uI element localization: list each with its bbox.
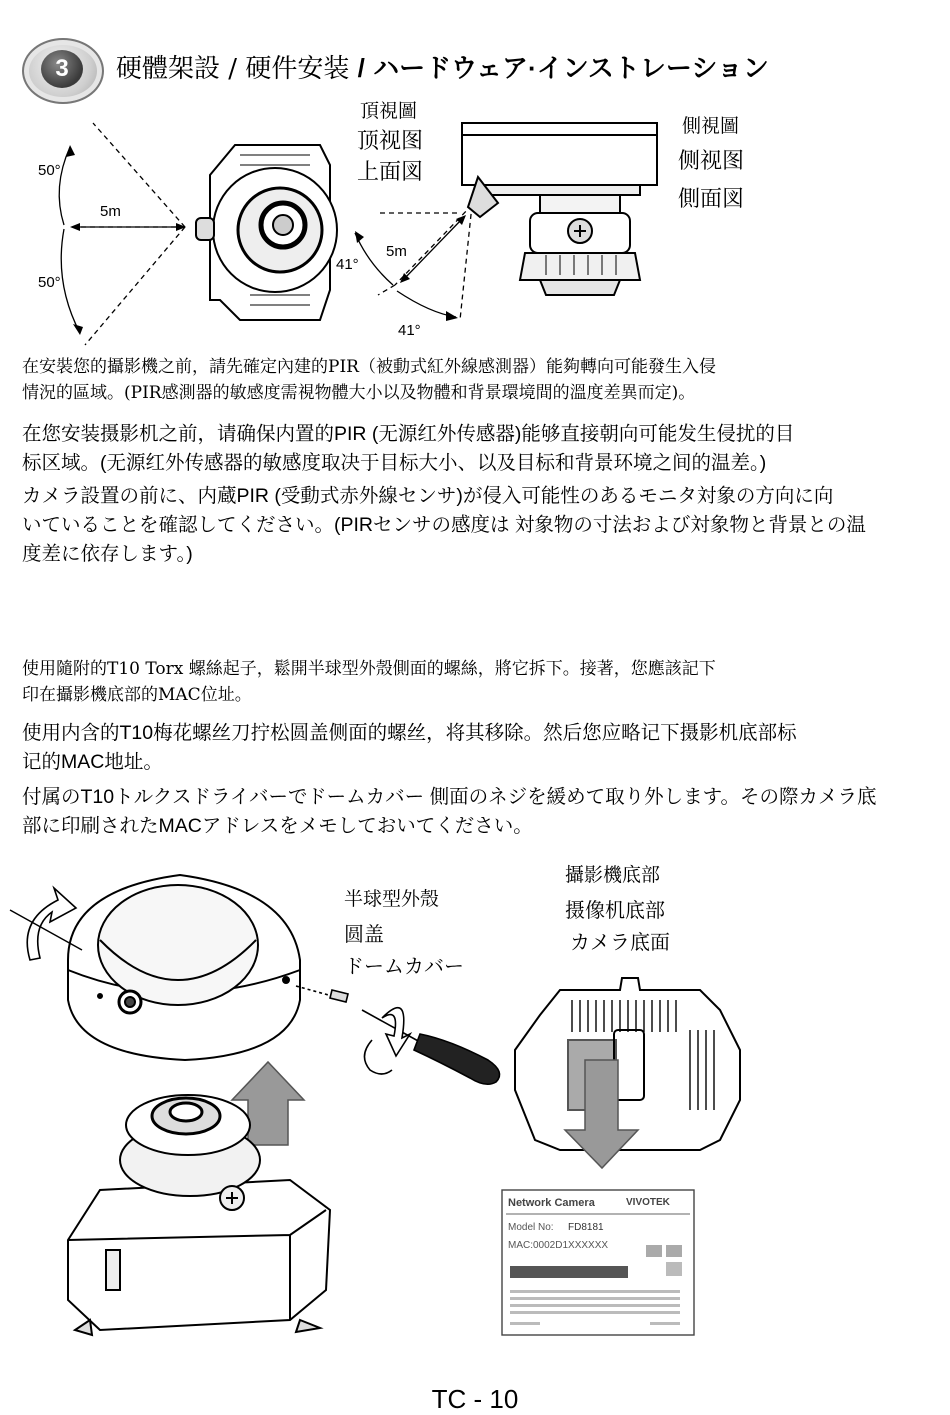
camera-side-view <box>462 123 657 295</box>
dome-label-sc: 圆盖 <box>344 924 384 946</box>
base-label-sc: 摄像机底部 <box>565 900 665 922</box>
angle-arc <box>59 147 70 225</box>
angle-label-right-a: 41° <box>336 256 359 273</box>
camera-base-view <box>515 978 740 1150</box>
text-line: 情況的區域。(PIR感測器的敏感度需視物體大小以及物體和背景環境間的溫度差異而定)。 <box>22 383 696 403</box>
screw-icon <box>296 986 348 1002</box>
dome-label-tc: 半球型外殼 <box>344 888 440 910</box>
side-view-label-tc: 側視圖 <box>682 115 740 137</box>
label-card-title: Network Camera <box>508 1197 595 1209</box>
angle-label-right-b: 41° <box>398 322 421 339</box>
top-view-label-sc: 顶视图 <box>357 128 424 153</box>
label-card-model-value: FD8181 <box>568 1222 604 1233</box>
step-number: 3 <box>41 50 83 88</box>
dome-label-jp: ドームカバー <box>344 956 464 978</box>
product-label-card <box>502 1190 694 1335</box>
dome-cover <box>68 875 300 1060</box>
paragraph1-sc <box>22 420 950 478</box>
screwdriver-icon <box>362 1010 500 1084</box>
title-separator: / <box>357 53 365 83</box>
base-label-tc: 攝影機底部 <box>565 864 661 886</box>
text-line: 使用内含的T10梅花螺丝刀拧松圆盖侧面的螺丝，将其移除。然后您应略记下摄影机底部标 <box>22 722 797 744</box>
distance-label-left: 5m <box>100 203 121 220</box>
text-line: カメラ設置の前に、内蔵PIR (受動式赤外線センサ)が侵入可能性のあるモニタ対象の方向に向 <box>22 485 834 507</box>
top-view-label-tc: 頂視圖 <box>360 100 418 122</box>
section-title <box>116 48 769 85</box>
text-line: 标区域。(无源红外传感器的敏感度取决于目标大小、以及目标和背景环境之间的温差。) <box>22 452 767 474</box>
title-separator: / <box>228 54 238 84</box>
text-line: 使用隨附的T10 Torx 螺絲起子，鬆開半球型外殼側面的螺絲，將它拆下。接著，您應該記下 <box>22 659 716 679</box>
paragraph1-jp <box>22 482 950 569</box>
label-card-mac: MAC:0002D1XXXXXX <box>508 1240 609 1251</box>
rotate-arrow-icon <box>364 1008 410 1074</box>
paragraph2-tc <box>22 656 950 708</box>
pir-coverage-diagram <box>0 95 950 350</box>
text-line: 在您安装摄影机之前，请确保内置的PIR (无源红外传感器)能够直接朝向可能发生侵扰的目 <box>22 423 795 445</box>
side-view-label-sc: 侧视图 <box>678 148 745 173</box>
side-view-label-jp: 側面図 <box>678 186 745 211</box>
paragraph1-tc <box>22 354 950 406</box>
page-number: TC - 10 <box>431 1384 519 1414</box>
title-tc: 硬體架設 <box>116 54 221 84</box>
top-view-label-jp: 上面図 <box>357 159 424 184</box>
angle-arc <box>61 229 80 333</box>
text-line: いていることを確認してください。(PIRセンサの感度は 対象物の寸法および対象物と背景との温 <box>22 514 866 536</box>
angle-label-upper: 50° <box>38 162 61 179</box>
paragraph2-sc <box>22 719 950 777</box>
title-sc: 硬件安装 <box>245 54 350 84</box>
dome-removal-diagram <box>0 850 950 1360</box>
label-card-brand: VIVOTEK <box>626 1197 670 1208</box>
label-card-model-prefix: Model No: <box>508 1222 554 1233</box>
title-jp: ハードウェア·インストレーション <box>373 53 769 83</box>
angle-label-lower: 50° <box>38 274 61 291</box>
paragraph2-jp <box>22 783 950 841</box>
camera-top-view <box>196 145 337 320</box>
text-line: 度差に依存します。) <box>22 543 193 565</box>
base-label-jp: カメラ底面 <box>570 932 670 954</box>
text-line: 部に印刷されたMACアドレスをメモしておいてください。 <box>22 815 533 837</box>
text-line: 在安裝您的攝影機之前，請先確定內建的PIR（被動式紅外線感測器）能夠轉向可能發生入侵 <box>22 357 716 377</box>
text-line: 印在攝影機底部的MAC位址。 <box>22 685 252 705</box>
text-line: 付属のT10トルクスドライバーでドームカバー 側面のネジを緩めて取り外します。その際カメラ底 <box>22 786 877 808</box>
camera-body <box>68 1095 330 1335</box>
distance-label-right: 5m <box>386 243 407 260</box>
text-line: 记的MAC地址。 <box>22 751 163 773</box>
